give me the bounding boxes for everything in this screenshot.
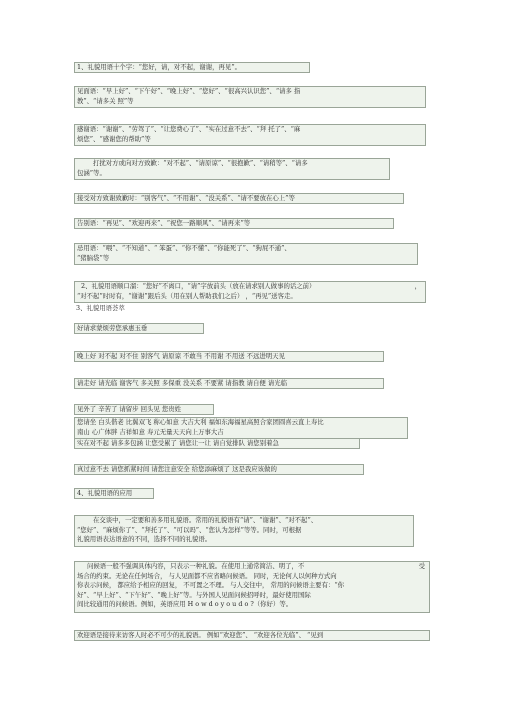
- greeting-phrases: [74, 86, 426, 108]
- usage-p2-line-4: 好”、“早上好”、“下午好”、“晚上好”等。与外国人见面问候招呼时，最好使用国际: [77, 590, 311, 599]
- usage-p1-line-1: 在交谈中，一定要和善多用礼貌语。常用的礼貌语有“请”、“谢谢”、“对不起”、: [93, 516, 318, 524]
- phrases-row-2: [74, 351, 384, 362]
- section-1-title-text: 1、礼貌用语十个字：“您好，请，对不起，谢谢，再见”。: [77, 63, 241, 71]
- usage-paragraph-2: [74, 561, 430, 613]
- rhyme-line-1-main: 2、礼貌用语顺口溜：“您好”不离口，“请”字放前头（放在请求别人做事的话之前）: [81, 282, 316, 290]
- usage-p2-line-3: 你表示问候， 都应给予相应的回复， 不可置之不理。 与人交往中， 常用的问候语主要有：“你: [77, 581, 345, 590]
- usage-p3-line-1: 欢迎语是接待来访客人时必不可少的礼貌语。 例如“欢迎您”、 “欢迎各位光临”、 “见到: [77, 631, 324, 639]
- section-1-title: [74, 62, 310, 73]
- section-4-title: [74, 488, 154, 499]
- farewell-text: 告别语：“再见”、“欢迎再来”、“祝您一路顺风”、“请再来”等: [77, 219, 251, 227]
- apology-phrases: [74, 158, 390, 180]
- phrases-row-4: [74, 404, 214, 415]
- taboo-line-1: 忌用语：“喂”、“不知道”、“ 笨蛋”、“你不懂”、“你能死了”、“狗屁不通”、: [77, 244, 291, 252]
- phrases-row-1: [74, 323, 204, 334]
- usage-paragraph-3: [74, 630, 430, 641]
- phrases-row-5-line-1: 您请坐 白头偕老 比翼双飞 称心如意 大吉大利 福如东海福星高照合家团圆喜云直上寿比: [77, 418, 324, 426]
- phrases-row-7-text: 真过意不去 请您抓紧时间 请您注意安全 给您添麻烦了 这是我应该做的: [77, 465, 277, 473]
- phrases-row-3: [74, 378, 384, 389]
- phrases-row-7: [74, 464, 364, 475]
- phrases-row-5: [74, 417, 408, 439]
- section-3-title-text: 3、礼貌用语荟萃: [76, 304, 125, 312]
- usage-p2-line-5: 间比较通用的问候语。例如，英语应用 H o w d o y o u d o ?（你好）等。: [77, 600, 293, 609]
- greeting-line-2: 教”、“请多关 照”等: [77, 96, 134, 105]
- phrases-row-3-text: 请走好 请光临 谢客气 多关照 多保重 没关系 不要紧 请指教 请自便 请光临: [77, 379, 287, 387]
- section-4-title-text: 4、礼貌用语的应用: [77, 489, 133, 497]
- usage-p2-line-2: 场合的约束。无论在任何场合， 与人见面都不应省略问候语。 同时，无论何人以何种方式向: [77, 571, 337, 580]
- usage-p2-line-1: [77, 562, 427, 572]
- apology-line-1: 打扰对方或向对方致歉：“对不起”、“请原谅”、“很抱歉”、“请稍等”、“请多: [93, 159, 308, 167]
- thanks-line-1: 感谢语：“谢谢”、“劳驾了”、“让您费心了”、“实在过意不去”、“拜 托了”、“麻: [77, 125, 301, 133]
- phrases-row-6: [74, 438, 360, 449]
- rhyme-line-1: [77, 282, 423, 292]
- apology-line-2: 包涵”等。: [77, 168, 106, 177]
- usage-p1-line-2: “您好”、“麻烦你了”、“拜托了”、“可以吗”、“您认为怎样”等等。同时，可根据: [77, 525, 302, 534]
- accept-thanks-text: 接受对方致谢致歉时：“别客气”、“不用谢”、“没关系”、“请不要放在心上”等: [77, 194, 295, 202]
- thanks-line-2: 烦您”、“感谢您的帮助”等: [77, 134, 151, 143]
- greeting-line-1: 见面语：“早上好”、“下午好”、“晚上好”、“您好”、“很高兴认识您”、“请多 指: [77, 87, 301, 95]
- section-2-rhyme: [74, 281, 426, 303]
- farewell-phrases: [74, 218, 394, 229]
- phrases-row-2-text: 晚上好 对不起 对不住 别客气 请原谅 不敢当 不用谢 不用送 不远进明天见: [77, 352, 285, 360]
- usage-p1-line-3: 礼貌用语表达语意的不同，选择不同的礼貌语。: [77, 535, 212, 544]
- accept-thanks-phrases: [74, 193, 404, 204]
- phrases-row-1-text: 好请求蒙烦劳您承惠玉垂: [77, 324, 148, 332]
- rhyme-line-1-end: ，: [414, 282, 421, 290]
- usage-p2-line-1-main: 问候语一般不强调具体内容，只表示一种礼貌。在使用上通常简洁、明了，不: [87, 562, 305, 570]
- section-3-title: [74, 304, 198, 315]
- rhyme-line-2: “对不起”时时有，“谢谢”跟后头（用在别人帮助我们之后） ，“再见”送客走。: [77, 291, 297, 300]
- phrases-row-5-line-2: 南山 心广体胖 吉祥如意 寿元无量天天向上万事大吉: [77, 427, 224, 436]
- phrases-row-4-text: 见外了 辛苦了 请留步 回头见 您贵姓: [77, 405, 181, 413]
- taboo-line-2: “猪脑袋”等: [77, 253, 110, 262]
- usage-paragraph-1: [74, 515, 414, 547]
- taboo-phrases: [74, 243, 418, 265]
- usage-p2-line-1-end: 受: [418, 562, 425, 570]
- thanks-phrases: [74, 124, 426, 146]
- phrases-row-6-text: 实在对不起 请多多包涵 让您受累了 请您让一让 请自觉排队 请您别着急: [77, 439, 279, 447]
